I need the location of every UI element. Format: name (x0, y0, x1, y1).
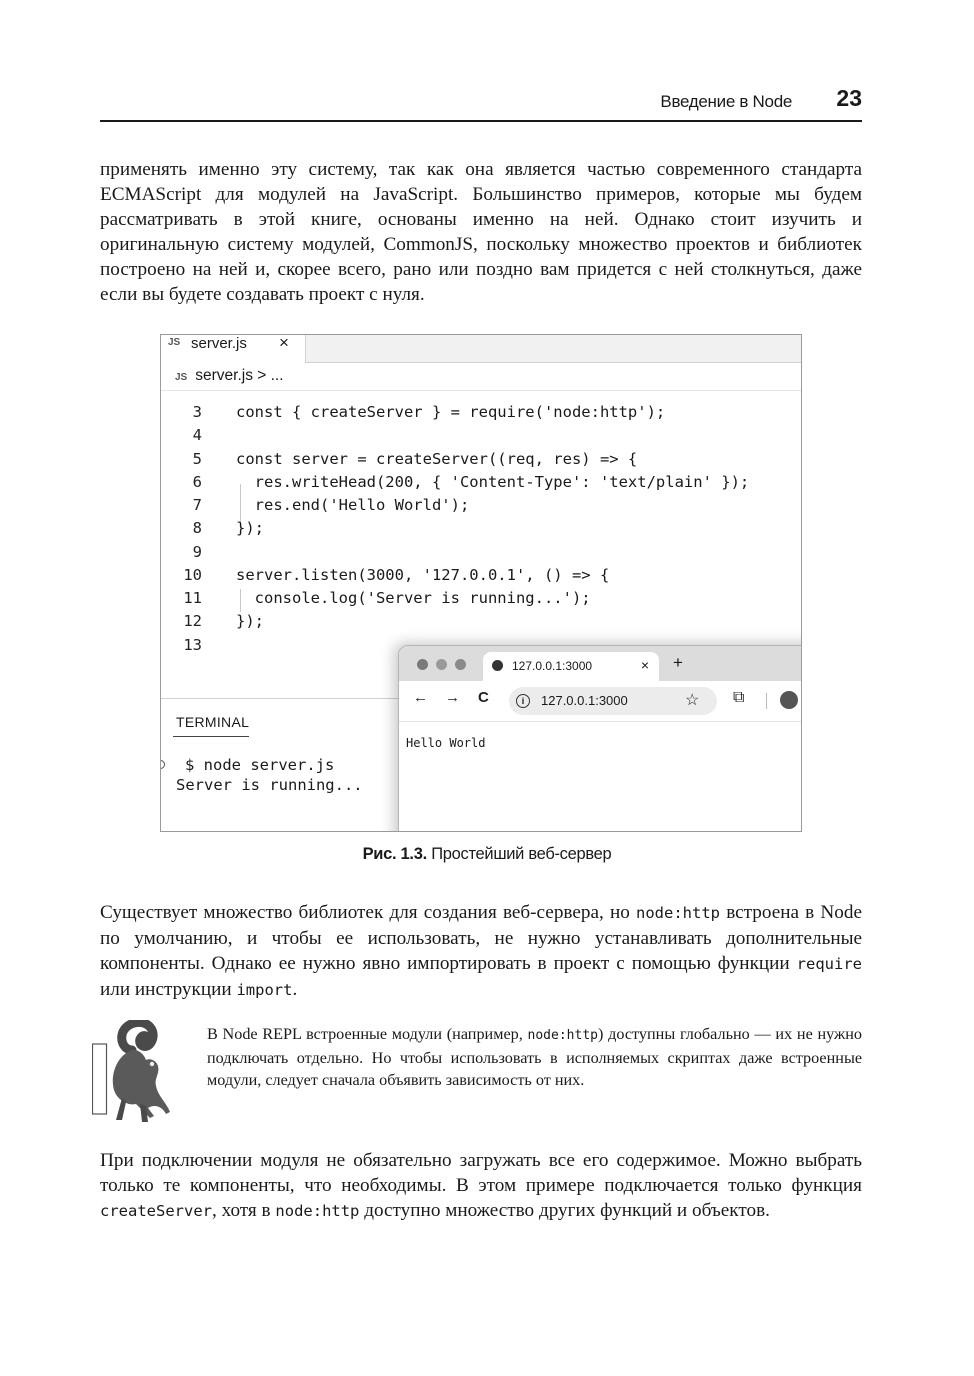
window-close-dot[interactable] (417, 659, 428, 670)
caption-label: Рис. 1.3. (362, 845, 427, 863)
code-line (161, 426, 801, 449)
text-run: При подключении модуля не обязательно загружать все его содержимое. Можно выбрать только те компоненты, что необходимы. В этом примере подключается только функция (100, 1150, 862, 1196)
address-url: 127.0.0.1:3000 (541, 693, 628, 708)
window-maximize-dot[interactable] (455, 659, 466, 670)
code-line (161, 473, 801, 496)
window-minimize-dot[interactable] (436, 659, 447, 670)
line-number: 11 (183, 589, 202, 607)
toolbar-separator (766, 693, 767, 709)
chapter-title: Введение в Node (660, 92, 792, 111)
editor-tab-label: server.js (191, 335, 247, 352)
line-number: 8 (192, 519, 202, 537)
code-line (161, 543, 801, 566)
code-text: }); (236, 519, 264, 537)
code-text: server.listen(3000, '127.0.0.1', () => { (236, 566, 610, 584)
js-file-icon: JS (168, 337, 181, 348)
lemur-note-icon (92, 1020, 174, 1124)
inline-code: node:http (527, 1028, 598, 1043)
text-run: В Node REPL встроенные модули (например, (207, 1025, 528, 1043)
browser-tab-strip (399, 646, 802, 681)
text-run: . (292, 979, 298, 1000)
caption-text: Простейший веб-сервер (431, 845, 612, 863)
browser-tab[interactable] (483, 652, 659, 681)
code-line (161, 403, 801, 426)
line-number: 9 (192, 543, 202, 561)
line-number: 12 (183, 612, 202, 630)
page-content: Hello World (406, 736, 486, 750)
js-file-icon: JS (175, 372, 188, 383)
browser-toolbar (399, 681, 802, 722)
browser-window (398, 645, 802, 832)
code-line (161, 612, 801, 635)
code-text: res.end('Hello World'); (236, 496, 470, 514)
code-line (161, 566, 801, 589)
inline-code: createServer (100, 1202, 212, 1220)
code-text: }); (236, 612, 264, 630)
editor-tab-bar (161, 335, 801, 363)
terminal-tab-underline (173, 736, 249, 737)
inline-code: import (236, 981, 293, 999)
terminal-command: $ node server.js (185, 756, 335, 774)
line-number: 13 (183, 636, 202, 654)
extensions-icon[interactable]: ⧉ (733, 689, 745, 706)
forward-arrow-icon[interactable]: → (445, 689, 460, 706)
star-icon[interactable]: ☆ (685, 692, 700, 709)
text-run: встроена в Node по умолчанию, и чтобы ее использовать, не нужно устанавливать дополнительные компоненты. Однако ее нужно явно импортировать в проект с помощью функции (100, 902, 862, 974)
text-run: ) доступны глобально — их не нужно подключать отдельно. Но чтобы использовать в исполняемых скриптах даже встроенные модули, следует сначала объявить зависимость от них. (207, 1025, 862, 1089)
terminal-tab[interactable]: TERMINAL (176, 714, 250, 730)
address-bar[interactable] (509, 687, 717, 715)
globe-icon (492, 660, 503, 671)
note-text (207, 1023, 862, 1091)
line-number: 4 (192, 426, 202, 444)
inline-code: require (796, 955, 862, 973)
reload-icon[interactable]: C (478, 689, 489, 706)
info-icon[interactable]: i (516, 694, 530, 708)
new-tab-button[interactable]: + (673, 653, 683, 672)
text-run: или инструкции (100, 979, 237, 1000)
code-line (161, 496, 801, 519)
intro-paragraph: применять именно эту систему, так как она является частью современного стандарта ECMAScript для модулей на JavaScript. Большинство примеров, которые мы будем рассматривать в этой книге, основаны именно на ней. Однако стоит изучить и оригинальную систему модулей, CommonJS, поскольку множество проектов и библиотек построено на ней и, скорее всего, рано или поздно вам придется с ней столкнуться, даже если вы будете создавать проект с нуля. (100, 159, 862, 305)
paragraph (100, 1148, 862, 1224)
line-number: 7 (192, 496, 202, 514)
code-line (161, 450, 801, 473)
profile-avatar-icon[interactable] (780, 691, 798, 709)
line-number: 6 (192, 473, 202, 491)
code-text: const { createServer } = require('node:http'); (236, 403, 666, 421)
text-run: , хотя в (211, 1200, 276, 1221)
terminal-output: Server is running... (176, 776, 363, 794)
command-status-icon (160, 760, 165, 769)
editor-tab-server-js[interactable] (161, 335, 306, 363)
close-icon[interactable]: × (279, 334, 289, 352)
inline-code: node:http (636, 904, 721, 922)
text-run: Существует множество библиотек для создания веб-сервера, но (100, 902, 637, 923)
code-text: console.log('Server is running...'); (236, 589, 591, 607)
text-run: доступно множество других функций и объектов. (359, 1200, 770, 1221)
code-line-partial (161, 379, 801, 391)
breadcrumb-text: server.js > ... (195, 367, 284, 384)
line-number: 5 (192, 450, 202, 468)
page-number: 23 (836, 85, 862, 111)
code-line (161, 519, 801, 542)
inline-code: node:http (275, 1202, 360, 1220)
browser-tab-title: 127.0.0.1:3000 (512, 659, 593, 673)
code-line (161, 589, 801, 612)
figure-caption (0, 845, 974, 864)
line-number: 3 (192, 403, 202, 421)
code-text: const server = createServer((req, res) => { (236, 450, 638, 468)
paragraph (100, 900, 862, 1003)
code-text: res.writeHead(200, { 'Content-Type': 'text/plain' }); (236, 473, 750, 491)
figure-screenshot (160, 334, 802, 832)
running-header (100, 84, 862, 122)
line-number: 10 (183, 566, 202, 584)
back-arrow-icon[interactable]: ← (413, 689, 428, 706)
close-icon[interactable]: × (640, 657, 649, 673)
